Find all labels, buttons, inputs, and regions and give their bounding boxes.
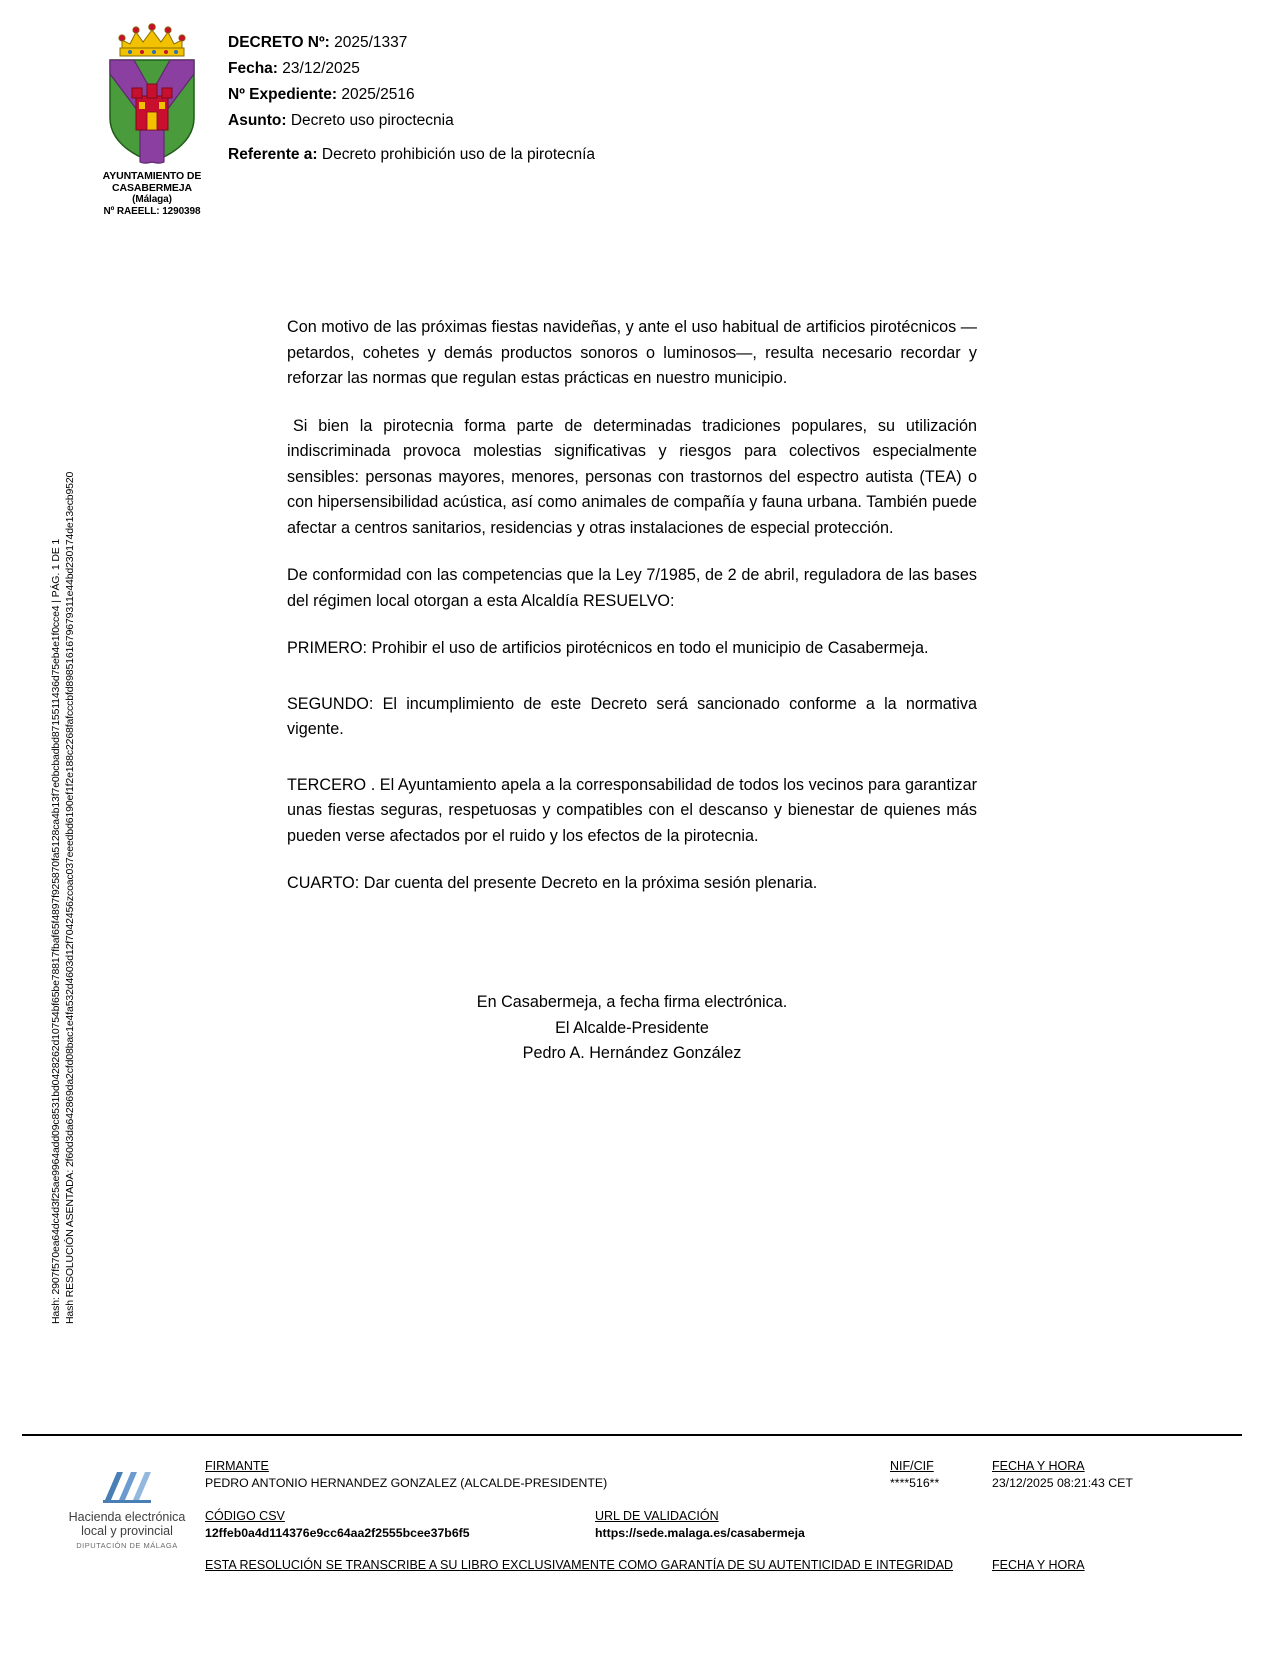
footer-url-field (595, 1508, 1115, 1542)
paragraph-segundo: SEGUNDO: El incumplimiento de este Decreto será sancionado conforme a la normativa vigente. (287, 694, 977, 738)
footer-logo-block (52, 1466, 202, 1550)
coat-of-arms-icon (96, 18, 208, 168)
footer-csv-label: CÓDIGO CSV (205, 1509, 285, 1523)
footer-nif-field (890, 1458, 990, 1492)
signature-place: En Casabermeja, a fecha firma electrónica. (476, 993, 788, 1011)
document-header (0, 0, 1264, 240)
meta-value-decreto: 2025/1337 (334, 34, 408, 51)
meta-row-expediente (228, 82, 948, 108)
meta-value-expediente: 2025/2516 (341, 86, 415, 103)
footer-csv-value: 12ffeb0a4d114376e9cc64aa2f2555bcee37b6f5 (205, 1526, 470, 1540)
meta-label-decreto: DECRETO Nº: (228, 34, 330, 51)
footer-firmante-field (205, 1458, 825, 1492)
footer-transcribe-note: ESTA RESOLUCIÓN SE TRANSCRIBE A SU LIBRO EXCLUSIVAMENTE COMO GARANTÍA DE SU AUTENTICIDAD E INTEGRIDAD (205, 1558, 954, 1572)
meta-value-fecha: 23/12/2025 (282, 60, 360, 77)
footer-row-firmante (205, 1458, 1245, 1504)
meta-label-referente: Referente a: (228, 146, 318, 163)
signature-role: El Alcalde-Presidente (555, 1018, 709, 1037)
paragraph-tercero: TERCERO . El Ayuntamiento apela a la corresponsabilidad de todos los vecinos para garantizar unas fiestas seguras, respetuosas y compatibles con el descanso y bienestar de quienes más pueden verse afectados por el ruido y los efectos de la pirotecnia. (287, 775, 977, 845)
document-body (287, 315, 977, 919)
footer-row-csv (205, 1508, 1245, 1556)
hacienda-electronica-logo-icon (99, 1466, 155, 1506)
side-hash-line-2: Hash RESOLUCIÓN ASENTADA: 2f60d3da642869da2cfd08bac1e4fa532d4603d12f7042456zcoac037eeedbd6190ef1f2e188c2268fafcccbfd8985161679679311e44bd230174de13ecb9520 (64, 471, 76, 1324)
footer-csv-field (205, 1508, 585, 1542)
footer-fecha-field (992, 1458, 1242, 1492)
meta-value-referente: Decreto prohibición uso de la pirotecnía (321, 146, 596, 163)
footer-logo-name-line2: local y provincial (81, 1524, 173, 1538)
paragraph-intro: Con motivo de las próximas fiestas navideñas, y ante el uso habitual de artificios pirotécnicos — petardos, cohetes y demás productos sonoros o luminosos—, resulta necesario recordar y reforzar las normas que regulan estas prácticas en nuestro municipio. (287, 318, 977, 387)
footer-fecha-label-2: FECHA Y HORA (992, 1558, 1085, 1572)
signature-name: Pedro A. Hernández González (522, 1044, 742, 1062)
footer-nif-value: ****516** (890, 1476, 940, 1490)
side-hash-line-1: Hash: 2907f570ea64dc4d3f25ae9964add09c8531bd0428262d10754bf65be78817fbaf65f4897f925870fa5128ca4b13f7e0bcbadbd8715511436d75eb4e1f0cce4 | PÁG. 1 DE 1 (50, 538, 62, 1324)
meta-value-asunto: Decreto uso piroctecnia (290, 112, 454, 129)
meta-label-asunto: Asunto: (228, 112, 287, 129)
meta-label-expediente: Nº Expediente: (228, 86, 338, 103)
crest-caption-line3: Nº RAEELL: 1290398 (103, 206, 201, 217)
footer-url-label: URL DE VALIDACIÓN (595, 1509, 719, 1523)
crest-block (62, 18, 242, 218)
footer-url-value[interactable]: https://sede.malaga.es/casabermeja (595, 1526, 805, 1540)
crest-caption (62, 170, 242, 218)
footer-firmante-label: FIRMANTE (205, 1459, 269, 1473)
footer-logo-org: DIPUTACIÓN DE MÁLAGA (76, 1541, 178, 1550)
side-hash-block (49, 84, 77, 1324)
meta-row-fecha (228, 56, 948, 82)
footer-firmante-value: PEDRO ANTONIO HERNANDEZ GONZALEZ (ALCALDE-PRESIDENTE) (205, 1476, 608, 1490)
meta-row-asunto (228, 108, 948, 134)
meta-row-decreto (228, 30, 948, 56)
footer-fecha-value: 23/12/2025 08:21:43 CET (992, 1476, 1133, 1490)
signature-block (287, 990, 977, 1067)
crest-caption-line2: (Málaga) (132, 194, 172, 205)
paragraph-justification: Si bien la pirotecnia forma parte de determinadas tradiciones populares, su utilización indiscriminada provoca molestias significativas y riesgos para colectivos especialmente sensibles: personas mayores, menores, personas con trastornos del espectro autista (TEA) o con hipersensibilidad acústica, así como animales de compañía y fauna urbana. También puede afectar a centros sanitarios, residencias y otras instalaciones de especial protección. (287, 416, 977, 537)
paragraph-legal-basis: De conformidad con las competencias que la Ley 7/1985, de 2 de abril, reguladora de las bases del régimen local otorgan a esta Alcaldía RESUELVO: (287, 566, 977, 610)
footer-divider (22, 1434, 1242, 1436)
document-footer (0, 1434, 1264, 1674)
paragraph-primero: PRIMERO: Prohibir el uso de artificios pirotécnicos en todo el municipio de Casabermeja. (287, 639, 929, 657)
footer-logo-name-line1: Hacienda electrónica (68, 1510, 186, 1524)
meta-row-referente (228, 142, 948, 168)
meta-label-fecha: Fecha: (228, 60, 278, 77)
paragraph-cuarto: CUARTO: Dar cuenta del presente Decreto en la próxima sesión plenaria. (287, 874, 818, 892)
crest-caption-line1: AYUNTAMIENTO DE CASABERMEJA (102, 170, 202, 194)
footer-fields (205, 1458, 1245, 1572)
footer-nif-label: NIF/CIF (890, 1459, 934, 1473)
footer-fecha-label: FECHA Y HORA (992, 1459, 1085, 1473)
header-metadata (228, 30, 948, 168)
